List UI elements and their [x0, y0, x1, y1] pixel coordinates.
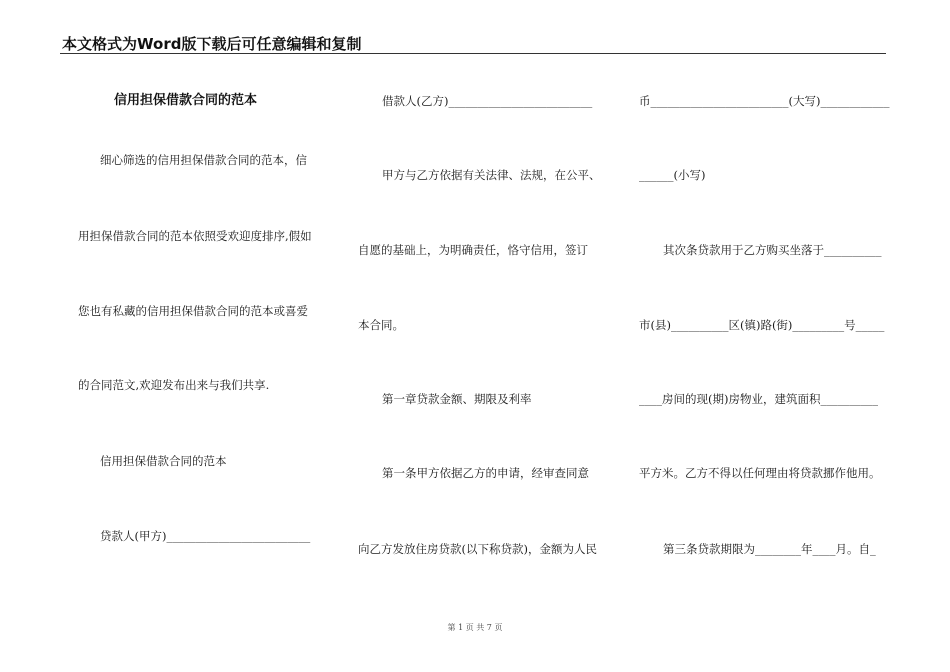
- text-line: 其次条贷款用于乙方购买坐落于__________: [663, 243, 882, 257]
- text-line: 向乙方发放住房贷款(以下称贷款)，金额为人民: [358, 542, 597, 556]
- column-1: [78, 0, 323, 672]
- chapter-heading: 第一章贷款金额、期限及利率: [382, 392, 532, 406]
- borrower-field: 借款人(乙方)_________________________: [382, 94, 593, 108]
- column-2: [358, 0, 613, 672]
- text-line: 平方米。乙方不得以任何理由将贷款挪作他用。: [639, 466, 881, 480]
- document-title: 信用担保借款合同的范本: [114, 93, 258, 108]
- text-line: 用担保借款合同的范本依照受欢迎度排序,假如: [78, 229, 312, 243]
- section-title: 信用担保借款合同的范本: [100, 454, 227, 468]
- text-line: 细心筛选的信用担保借款合同的范本，信: [100, 153, 307, 167]
- text-line: 甲方与乙方依据有关法律、法规，在公平、: [382, 168, 601, 182]
- text-line: 自愿的基础上，为明确责任，恪守信用，签订: [358, 243, 588, 257]
- header-text: 本文格式为Word版下载后可任意编辑和复制: [62, 35, 362, 53]
- text-line: ____房间的现(期)房物业，建筑面积__________: [639, 392, 878, 406]
- column-3: [639, 0, 889, 672]
- text-line: 币________________________(大写)____________: [639, 94, 890, 108]
- text-line: 的合同范文,欢迎发布出来与我们共享.: [78, 378, 270, 392]
- text-line: ______(小写): [639, 168, 706, 182]
- text-line: 第一条甲方依据乙方的申请，经审查同意: [382, 466, 589, 480]
- page-footer: 第 1 页 共 7 页: [447, 623, 503, 632]
- text-line: 您也有私藏的信用担保借款合同的范本或喜爱: [78, 304, 308, 318]
- text-line: 本合同。: [358, 318, 404, 332]
- text-line: 第三条贷款期限为________年____月。自_: [663, 542, 876, 556]
- lender-field: 贷款人(甲方)_________________________: [100, 529, 311, 543]
- text-line: 市(县)__________区(镇)路(街)_________号_____: [639, 318, 885, 332]
